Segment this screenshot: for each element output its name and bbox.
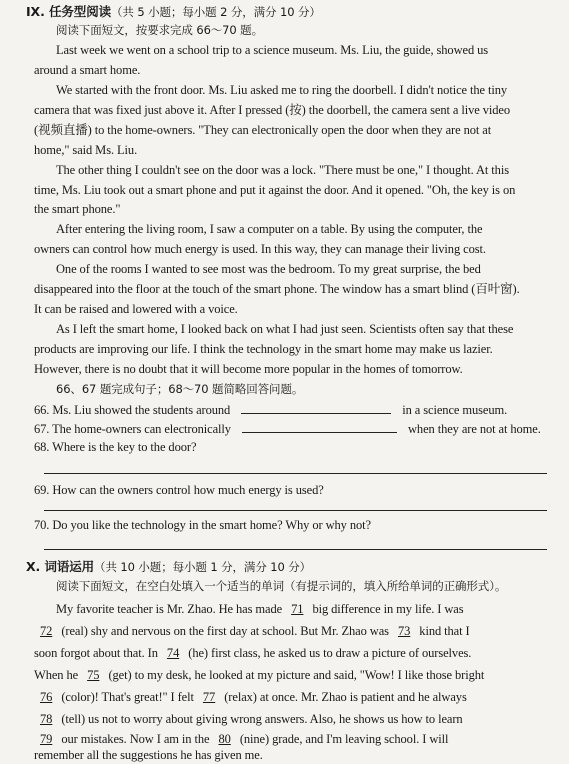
- blank-78[interactable]: 78: [40, 712, 53, 726]
- blank-75[interactable]: 75: [87, 668, 100, 682]
- q67-prefix: 67. The home-owners can electronically: [34, 422, 231, 436]
- q70-answer-line[interactable]: [44, 549, 547, 550]
- blank-77[interactable]: 77: [202, 690, 216, 704]
- cloze-text: (nine) grade, and I'm leaving school. I will: [236, 732, 449, 746]
- blank-72[interactable]: 72: [40, 624, 53, 638]
- passage-line: owners can control how much energy is used. In this way, they can manage their living cost.: [34, 242, 486, 256]
- section10-heading-note: （共 10 小题；每小题 1 分，满分 10 分）: [94, 560, 312, 574]
- passage-line: After entering the living room, I saw a computer on a table. By using the computer, the: [56, 222, 483, 236]
- cloze-text: (get) to my desk, he looked at my picture and said, "Wow! I like those bright: [105, 668, 485, 682]
- section9-heading: [26, 3, 547, 21]
- question-70: 70. Do you like the technology in the smart home? Why or why not?: [34, 518, 371, 532]
- section10-title: X. 词语运用: [26, 559, 95, 574]
- q67-answer-blank[interactable]: [242, 419, 397, 433]
- cloze-text: kind that I: [416, 624, 470, 638]
- passage-line: camera that was fixed just above it. After I pressed (按) the doorbell, the camera sent a live video: [34, 103, 511, 117]
- blank-76[interactable]: 76: [40, 690, 53, 704]
- section9-title: IX. 任务型阅读: [26, 4, 111, 19]
- q67-suffix: when they are not at home.: [408, 422, 541, 436]
- cloze-text: (relax) at once. Mr. Zhao is patient and he always: [221, 690, 467, 704]
- passage-line: around a smart home.: [34, 63, 141, 77]
- cloze-line: [34, 747, 547, 764]
- q66-suffix: in a science museum.: [402, 403, 508, 417]
- cloze-text: soon forgot about that. In: [34, 646, 161, 660]
- cloze-text: (he) first class, he asked us to draw a picture of ourselves.: [185, 646, 472, 660]
- passage-line: One of the rooms I wanted to see most was the bedroom. To my great surprise, the bed: [56, 262, 481, 276]
- passage-line: Last week we went on a school trip to a science museum. Ms. Liu, the guide, showed us: [56, 43, 489, 57]
- section9-heading-note: （共 5 小题；每小题 2 分，满分 10 分）: [111, 5, 321, 19]
- cloze-text: big difference in my life. I was: [309, 602, 464, 616]
- question-69: 69. How can the owners control how much energy is used?: [34, 483, 324, 497]
- blank-73[interactable]: 73: [397, 624, 411, 638]
- question-66: [34, 400, 547, 419]
- blank-80[interactable]: 80: [218, 732, 231, 746]
- blank-74[interactable]: 74: [166, 646, 180, 660]
- passage-line: disappeared into the floor at the touch of the smart phone. The window has a smart blind (百叶窗).: [34, 282, 520, 296]
- cloze-text: My favorite teacher is Mr. Zhao. He has made: [56, 602, 286, 616]
- q68-answer-line[interactable]: [44, 473, 547, 474]
- section9-instruction: 阅读下面短文，按要求完成 66～70 题。: [56, 23, 263, 37]
- passage-line: We started with the front door. Ms. Liu asked me to ring the doorbell. I didn't notice the tiny: [56, 83, 508, 97]
- q66-answer-blank[interactable]: [241, 400, 391, 414]
- cloze-line: [34, 623, 547, 640]
- cloze-line: [34, 667, 547, 684]
- blank-71[interactable]: 71: [291, 602, 304, 616]
- section10-heading: [26, 558, 547, 576]
- cloze-text: When he: [34, 668, 82, 682]
- passage-line: The other thing I couldn't see on the door was a lock. "There must be one," I thought. At this: [56, 163, 509, 177]
- cloze-text: (real) shy and nervous on the first day at school. But Mr. Zhao was: [58, 624, 392, 638]
- passage-line: products are improving our life. I think the technology in the smart home may make us lazier.: [34, 342, 493, 356]
- cloze-line: [34, 711, 547, 728]
- passage-line: home," said Ms. Liu.: [34, 143, 138, 157]
- cloze-line: [34, 731, 547, 748]
- cloze-line: [56, 601, 547, 618]
- cloze-text: (color)! That's great!" I felt: [58, 690, 197, 704]
- q66-prefix: 66. Ms. Liu showed the students around: [34, 403, 231, 417]
- cloze-line: [34, 689, 547, 706]
- cloze-text: (tell) us not to worry about giving wrong answers. Also, he shows us how to learn: [58, 712, 463, 726]
- cloze-text: our mistakes. Now I am in the: [58, 732, 213, 746]
- question-67: [34, 419, 547, 438]
- passage-line: (视频直播) to the home-owners. "They can electronically open the door when they are not at: [34, 123, 492, 137]
- cloze-text: remember all the suggestions he has given me.: [34, 748, 263, 762]
- section10-instruction: 阅读下面短文，在空白处填入一个适当的单词（有提示词的，填入所给单词的正确形式）。: [56, 579, 507, 593]
- task-note: 66、67 题完成句子；68～70 题简略回答问题。: [56, 382, 304, 396]
- cloze-line: [34, 645, 547, 662]
- q69-answer-line[interactable]: [44, 510, 547, 511]
- passage-line: It can be raised and lowered with a voice.: [34, 302, 238, 316]
- passage-line: the smart phone.": [34, 202, 121, 216]
- passage-line: However, there is no doubt that it will become more popular in the homes of tomorrow.: [34, 362, 463, 376]
- question-68: 68. Where is the key to the door?: [34, 440, 197, 454]
- passage-line: As I left the smart home, I looked back on what I had just seen. Scientists often say that these: [56, 322, 514, 336]
- blank-79[interactable]: 79: [40, 732, 53, 746]
- passage-line: time, Ms. Liu took out a smart phone and put it against the door. And it opened. "Oh, the key is on: [34, 183, 516, 197]
